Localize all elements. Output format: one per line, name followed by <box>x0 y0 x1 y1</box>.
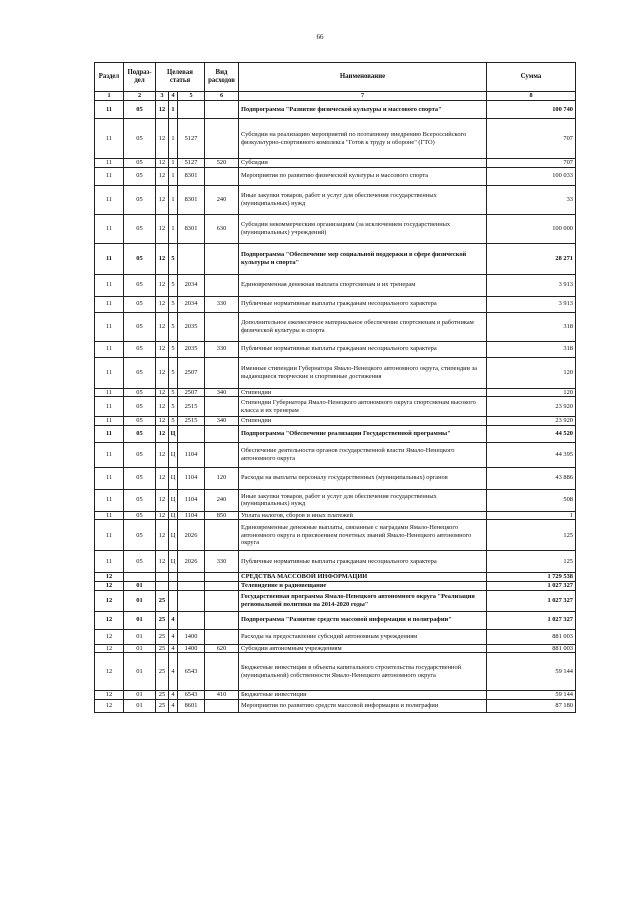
row-sum: 1 027 327 <box>487 590 576 611</box>
row-target-c: 8301 <box>178 167 205 185</box>
table-row <box>95 644 576 653</box>
row-expense-type <box>205 699 239 712</box>
row-target-c: 1104 <box>178 442 205 467</box>
row-subsection: 05 <box>124 425 156 442</box>
table-row <box>95 167 576 185</box>
row-section: 11 <box>95 442 124 467</box>
row-expense-type: 330 <box>205 296 239 312</box>
row-sum: 120 <box>487 388 576 397</box>
col-number: 4 <box>169 92 178 101</box>
row-name: Подпрограмма "Обеспечение реализации Государственной программы" <box>239 425 487 442</box>
row-target-a: 12 <box>156 520 169 551</box>
row-subsection: 05 <box>124 442 156 467</box>
row-subsection: 05 <box>124 159 156 168</box>
row-section: 11 <box>95 341 124 357</box>
table-row <box>95 119 576 159</box>
row-name: Субсидии <box>239 159 487 168</box>
row-subsection: 01 <box>124 629 156 644</box>
table-row <box>95 296 576 312</box>
row-expense-type: 630 <box>205 214 239 243</box>
table-row <box>95 590 576 611</box>
row-sum: 87 180 <box>487 699 576 712</box>
row-expense-type: 620 <box>205 644 239 653</box>
row-section: 11 <box>95 243 124 274</box>
row-target-c <box>178 581 205 590</box>
row-target-a: 12 <box>156 119 169 159</box>
row-target-a: 12 <box>156 159 169 168</box>
row-target-a: 12 <box>156 243 169 274</box>
row-subsection: 05 <box>124 341 156 357</box>
row-expense-type <box>205 357 239 388</box>
row-sum: 125 <box>487 520 576 551</box>
row-section: 11 <box>95 159 124 168</box>
row-sum: 28 271 <box>487 243 576 274</box>
row-target-a: 25 <box>156 590 169 611</box>
row-target-c <box>178 425 205 442</box>
row-target-a: 12 <box>156 397 169 417</box>
row-expense-type: 330 <box>205 341 239 357</box>
col-number: 1 <box>95 92 124 101</box>
row-target-b: 5 <box>169 243 178 274</box>
row-target-a: 25 <box>156 644 169 653</box>
row-target-b: 4 <box>169 629 178 644</box>
row-name: Стипендии <box>239 417 487 426</box>
col-number: 5 <box>178 92 205 101</box>
row-target-b: Ц <box>169 489 178 511</box>
row-target-a: 12 <box>156 296 169 312</box>
row-sum: 1 027 327 <box>487 611 576 629</box>
row-name: Публичные нормативные выплаты гражданам несоциального характера <box>239 551 487 573</box>
row-sum: 318 <box>487 341 576 357</box>
row-section: 11 <box>95 101 124 119</box>
row-target-a <box>156 581 169 590</box>
row-target-c: 5127 <box>178 159 205 168</box>
table-row <box>95 629 576 644</box>
row-target-c: 2515 <box>178 417 205 426</box>
row-sum: 120 <box>487 357 576 388</box>
table-row <box>95 581 576 590</box>
row-name: Расходы на предоставление субсидий автономным учреждениям <box>239 629 487 644</box>
row-sum: 59 144 <box>487 653 576 691</box>
row-subsection: 05 <box>124 467 156 489</box>
row-expense-type <box>205 397 239 417</box>
col-number: 2 <box>124 92 156 101</box>
row-name: Публичные нормативные выплаты гражданам несоциального характера <box>239 296 487 312</box>
table-body <box>95 101 576 713</box>
row-expense-type: 410 <box>205 691 239 700</box>
row-target-c: 1104 <box>178 467 205 489</box>
row-target-b: 5 <box>169 397 178 417</box>
row-subsection: 01 <box>124 653 156 691</box>
row-subsection: 05 <box>124 520 156 551</box>
table-row <box>95 442 576 467</box>
row-target-a: 12 <box>156 101 169 119</box>
row-name: Дополнительное ежемесячное материальное обеспечение спортсменам и работникам физической культуры и спорта <box>239 312 487 341</box>
row-target-a: 12 <box>156 388 169 397</box>
row-target-c: 2026 <box>178 520 205 551</box>
row-target-a: 12 <box>156 357 169 388</box>
row-target-b: 4 <box>169 691 178 700</box>
row-target-c: 2034 <box>178 296 205 312</box>
row-section: 12 <box>95 581 124 590</box>
row-target-c: 1104 <box>178 511 205 520</box>
row-target-b: Ц <box>169 520 178 551</box>
row-target-a: 12 <box>156 312 169 341</box>
row-sum: 3 913 <box>487 296 576 312</box>
row-section: 11 <box>95 511 124 520</box>
row-subsection: 05 <box>124 551 156 573</box>
row-target-b: 1 <box>169 159 178 168</box>
row-target-c: 1400 <box>178 644 205 653</box>
row-target-c: 6543 <box>178 653 205 691</box>
row-subsection: 05 <box>124 312 156 341</box>
row-target-c: 1104 <box>178 489 205 511</box>
row-section: 12 <box>95 699 124 712</box>
row-target-c <box>178 243 205 274</box>
row-expense-type <box>205 119 239 159</box>
row-expense-type: 120 <box>205 467 239 489</box>
header-sum: Сумма <box>487 63 576 92</box>
column-numbers-row <box>95 92 576 101</box>
row-sum: 59 144 <box>487 691 576 700</box>
row-section: 11 <box>95 467 124 489</box>
row-name: Иные закупки товаров, работ и услуг для обеспечения государственных (муниципальных) нужд <box>239 489 487 511</box>
row-expense-type: 520 <box>205 159 239 168</box>
table-row <box>95 699 576 712</box>
col-number: 8 <box>487 92 576 101</box>
row-subsection: 05 <box>124 119 156 159</box>
row-sum: 100 740 <box>487 101 576 119</box>
row-target-a <box>156 573 169 582</box>
row-name: Субсидии некоммерческим организациям (за исключением государственных (муниципальных) учреждений) <box>239 214 487 243</box>
header-row <box>95 63 576 92</box>
row-target-b <box>169 581 178 590</box>
page-number: 66 <box>316 33 324 41</box>
row-target-a: 25 <box>156 653 169 691</box>
row-expense-type <box>205 167 239 185</box>
row-target-a: 25 <box>156 699 169 712</box>
table-row <box>95 185 576 214</box>
row-target-b: 5 <box>169 388 178 397</box>
row-subsection: 01 <box>124 699 156 712</box>
row-section: 12 <box>95 573 124 582</box>
row-sum: 1 027 327 <box>487 581 576 590</box>
row-name: Бюджетные инвестиции <box>239 691 487 700</box>
row-sum: 1 729 538 <box>487 573 576 582</box>
row-target-b: Ц <box>169 511 178 520</box>
row-expense-type <box>205 312 239 341</box>
table-row <box>95 159 576 168</box>
row-expense-type: 340 <box>205 388 239 397</box>
table-row <box>95 312 576 341</box>
row-target-a: 12 <box>156 214 169 243</box>
row-target-b: 5 <box>169 417 178 426</box>
table-row <box>95 551 576 573</box>
row-subsection: 05 <box>124 167 156 185</box>
row-target-b: Ц <box>169 467 178 489</box>
row-target-a: 25 <box>156 629 169 644</box>
row-subsection: 05 <box>124 101 156 119</box>
row-target-b: 1 <box>169 185 178 214</box>
row-name: Уплата налогов, сборов и иных платежей <box>239 511 487 520</box>
row-section: 11 <box>95 520 124 551</box>
row-target-a: 12 <box>156 274 169 296</box>
header-subsection: Подраз-дел <box>124 63 156 92</box>
header-name: Наименование <box>239 63 487 92</box>
row-name: Подпрограмма "Развитие физической культуры и массового спорта" <box>239 101 487 119</box>
row-subsection: 05 <box>124 489 156 511</box>
row-section: 11 <box>95 296 124 312</box>
row-target-c: 1400 <box>178 629 205 644</box>
row-target-a: 12 <box>156 467 169 489</box>
row-target-b <box>169 590 178 611</box>
row-target-a: 12 <box>156 341 169 357</box>
row-section: 12 <box>95 590 124 611</box>
row-subsection: 05 <box>124 274 156 296</box>
row-subsection: 01 <box>124 581 156 590</box>
row-sum: 707 <box>487 159 576 168</box>
row-target-a: 12 <box>156 511 169 520</box>
table-row <box>95 214 576 243</box>
row-section: 11 <box>95 312 124 341</box>
row-sum: 44 520 <box>487 425 576 442</box>
row-target-c: 8301 <box>178 214 205 243</box>
row-target-c: 2507 <box>178 357 205 388</box>
table-row <box>95 573 576 582</box>
row-target-a: 12 <box>156 417 169 426</box>
row-name: Единовременные денежные выплаты, связанные с наградами Ямало-Ненецкого автономного округа и присвоением почетных званий Ямало-Ненецкого автономного округа <box>239 520 487 551</box>
table-row <box>95 611 576 629</box>
row-expense-type: 240 <box>205 489 239 511</box>
table-row <box>95 489 576 511</box>
row-target-b: 4 <box>169 611 178 629</box>
row-target-c: 2515 <box>178 397 205 417</box>
row-section: 11 <box>95 185 124 214</box>
table-row <box>95 388 576 397</box>
row-target-b: Ц <box>169 442 178 467</box>
row-expense-type <box>205 581 239 590</box>
row-section: 11 <box>95 551 124 573</box>
row-subsection: 01 <box>124 611 156 629</box>
row-sum: 318 <box>487 312 576 341</box>
row-section: 12 <box>95 653 124 691</box>
row-expense-type <box>205 442 239 467</box>
table-row <box>95 341 576 357</box>
row-target-c: 2507 <box>178 388 205 397</box>
table-row <box>95 397 576 417</box>
row-subsection: 05 <box>124 417 156 426</box>
row-sum: 3 913 <box>487 274 576 296</box>
row-target-b: 5 <box>169 341 178 357</box>
row-target-b: 1 <box>169 214 178 243</box>
row-sum: 100 000 <box>487 214 576 243</box>
table-row <box>95 467 576 489</box>
row-target-c: 8601 <box>178 699 205 712</box>
row-name: Государственная программа Ямало-Ненецкого автономного округа "Реализация региональной политики на 2014-2020 годы" <box>239 590 487 611</box>
row-target-b: 5 <box>169 296 178 312</box>
row-section: 11 <box>95 425 124 442</box>
row-section: 12 <box>95 611 124 629</box>
row-expense-type <box>205 101 239 119</box>
header-target-article: Целевая статья <box>156 63 205 92</box>
row-target-c: 5127 <box>178 119 205 159</box>
row-subsection: 05 <box>124 357 156 388</box>
row-sum: 100 033 <box>487 167 576 185</box>
col-number: 6 <box>205 92 239 101</box>
row-target-a: 12 <box>156 442 169 467</box>
row-expense-type: 240 <box>205 185 239 214</box>
row-target-c: 8301 <box>178 185 205 214</box>
row-expense-type <box>205 243 239 274</box>
row-expense-type <box>205 611 239 629</box>
row-expense-type <box>205 573 239 582</box>
table-row <box>95 691 576 700</box>
row-target-b: 1 <box>169 101 178 119</box>
row-target-b: 4 <box>169 699 178 712</box>
row-name: СРЕДСТВА МАССОВОЙ ИНФОРМАЦИИ <box>239 573 487 582</box>
row-target-b: 1 <box>169 119 178 159</box>
row-sum: 707 <box>487 119 576 159</box>
row-subsection: 05 <box>124 296 156 312</box>
table-row <box>95 357 576 388</box>
row-name: Расходы на выплаты персоналу государственных (муниципальных) органов <box>239 467 487 489</box>
row-name: Стипендии Губернатора Ямало-Ненецкого автономного округа спортсменам высокого класса и их тренерам <box>239 397 487 417</box>
row-target-a: 25 <box>156 611 169 629</box>
row-subsection: 05 <box>124 511 156 520</box>
row-expense-type <box>205 653 239 691</box>
row-expense-type <box>205 425 239 442</box>
row-name: Подпрограмма "Развитие средств массовой информации и полиграфии" <box>239 611 487 629</box>
row-name: Единовременная денежная выплата спортсменам и их тренерам <box>239 274 487 296</box>
row-section: 11 <box>95 214 124 243</box>
row-name: Иные закупки товаров, работ и услуг для обеспечения государственных (муниципальных) нужд <box>239 185 487 214</box>
row-expense-type <box>205 590 239 611</box>
row-name: Стипендии <box>239 388 487 397</box>
row-target-c: 2035 <box>178 312 205 341</box>
table-row <box>95 243 576 274</box>
row-target-a: 12 <box>156 167 169 185</box>
row-expense-type <box>205 520 239 551</box>
col-number: 3 <box>156 92 169 101</box>
row-target-a: 25 <box>156 691 169 700</box>
row-subsection: 05 <box>124 397 156 417</box>
row-target-c: 2026 <box>178 551 205 573</box>
row-target-a: 12 <box>156 425 169 442</box>
row-target-c <box>178 101 205 119</box>
row-section: 12 <box>95 691 124 700</box>
row-target-b: Ц <box>169 425 178 442</box>
row-expense-type: 340 <box>205 417 239 426</box>
row-sum: 33 <box>487 185 576 214</box>
row-section: 12 <box>95 629 124 644</box>
row-section: 11 <box>95 274 124 296</box>
row-sum: 1 <box>487 511 576 520</box>
row-name: Подпрограмма "Обеспечение мер социальной поддержки в сфере физической культуры и спорта" <box>239 243 487 274</box>
row-name: Субсидии автономным учреждениям <box>239 644 487 653</box>
row-target-b: 5 <box>169 357 178 388</box>
table-row <box>95 274 576 296</box>
row-target-b <box>169 573 178 582</box>
row-target-b: 5 <box>169 312 178 341</box>
row-section: 11 <box>95 417 124 426</box>
row-subsection: 05 <box>124 214 156 243</box>
row-name: Публичные нормативные выплаты гражданам несоциального характера <box>239 341 487 357</box>
row-name: Мероприятия по развитию средств массовой информации и полиграфии <box>239 699 487 712</box>
row-name: Мероприятия по развитию физической культуры и массового спорта <box>239 167 487 185</box>
row-name: Телевидение и радиовещание <box>239 581 487 590</box>
row-expense-type <box>205 629 239 644</box>
row-section: 11 <box>95 119 124 159</box>
row-sum: 23 920 <box>487 397 576 417</box>
table-row <box>95 101 576 119</box>
row-name: Обеспечение деятельности органов государственной власти Ямало-Ненецкого автономного округа <box>239 442 487 467</box>
row-sum: 43 886 <box>487 467 576 489</box>
budget-table <box>94 62 576 713</box>
row-section: 11 <box>95 388 124 397</box>
row-expense-type <box>205 274 239 296</box>
row-name: Субсидии на реализацию мероприятий по поэтапному внедрению Всероссийского физкультурно-спортивного комплекса "Готов к труду и обороне" (ГТО) <box>239 119 487 159</box>
row-sum: 881 003 <box>487 629 576 644</box>
row-sum: 23 920 <box>487 417 576 426</box>
row-subsection: 05 <box>124 243 156 274</box>
row-sum: 44 395 <box>487 442 576 467</box>
row-sum: 125 <box>487 551 576 573</box>
row-target-a: 12 <box>156 489 169 511</box>
row-expense-type: 850 <box>205 511 239 520</box>
row-target-b: 4 <box>169 644 178 653</box>
table-row <box>95 520 576 551</box>
table-row <box>95 653 576 691</box>
row-section: 11 <box>95 489 124 511</box>
row-sum: 881 003 <box>487 644 576 653</box>
row-subsection: 01 <box>124 644 156 653</box>
row-target-c <box>178 573 205 582</box>
row-target-b: 5 <box>169 274 178 296</box>
row-subsection: 05 <box>124 185 156 214</box>
row-target-c: 2035 <box>178 341 205 357</box>
row-target-c: 2034 <box>178 274 205 296</box>
table-row <box>95 511 576 520</box>
row-target-c <box>178 611 205 629</box>
row-section: 11 <box>95 167 124 185</box>
row-target-a: 12 <box>156 551 169 573</box>
row-target-b: 1 <box>169 167 178 185</box>
row-section: 11 <box>95 397 124 417</box>
table-row <box>95 417 576 426</box>
row-expense-type: 330 <box>205 551 239 573</box>
row-section: 12 <box>95 644 124 653</box>
row-subsection: 05 <box>124 388 156 397</box>
row-subsection: 01 <box>124 691 156 700</box>
row-target-c: 6543 <box>178 691 205 700</box>
row-target-b: Ц <box>169 551 178 573</box>
row-name: Именные стипендии Губернатора Ямало-Ненецкого автономного округа, стипендии за выдающиеся творческие и спортивные достижения <box>239 357 487 388</box>
col-number: 7 <box>239 92 487 101</box>
row-section: 11 <box>95 357 124 388</box>
row-target-b: 4 <box>169 653 178 691</box>
row-target-c <box>178 590 205 611</box>
row-sum: 508 <box>487 489 576 511</box>
header-section: Раздел <box>95 63 124 92</box>
row-subsection <box>124 573 156 582</box>
table-row <box>95 425 576 442</box>
row-name: Бюджетные инвестиции в объекты капитального строительства государственной (муниципальной) собственности Ямало-Ненецкого автономного округа <box>239 653 487 691</box>
row-target-a: 12 <box>156 185 169 214</box>
row-subsection: 01 <box>124 590 156 611</box>
header-expense-type: Вид расходов <box>205 63 239 92</box>
